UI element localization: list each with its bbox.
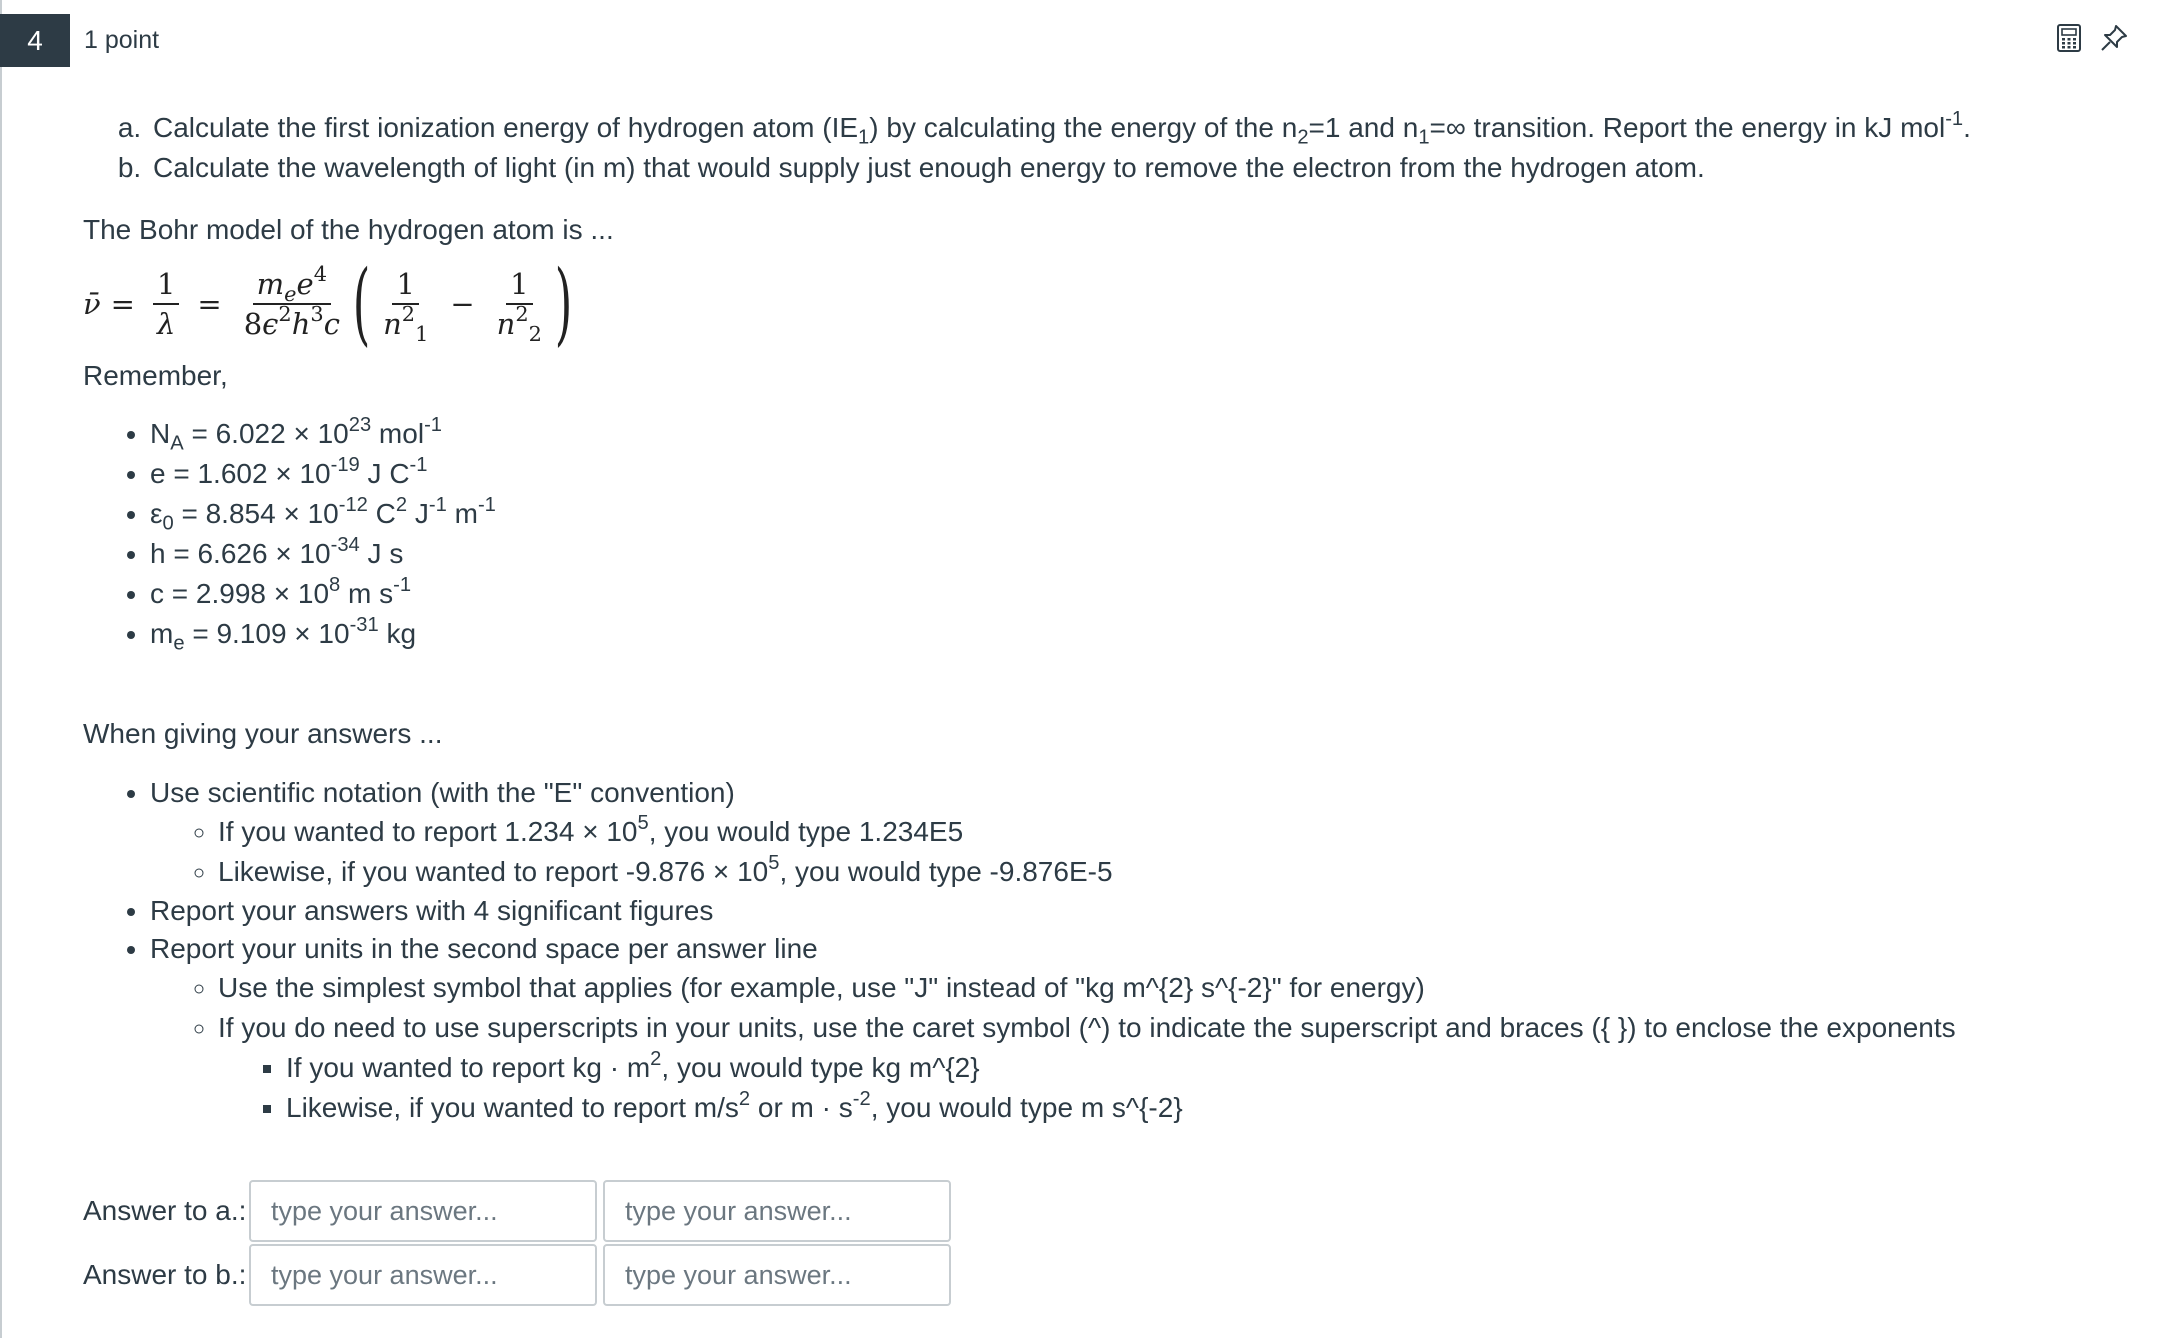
rule-caret-example-1: ▪ If you wanted to report kg · $m^2$, you would type kg m^{2} xyxy=(286,1048,2083,1088)
constant-permittivity: • $\varepsilon_0 = 8.854 \times 10^{-12}$ $C^2$ $J^{-1}$ $m^{-1}$ xyxy=(150,494,2083,534)
rule-sci-example-2: ◦ Likewise, if you wanted to report $-9.876 \times 10^5$, you would type -9.876E-5 xyxy=(218,852,2083,892)
constants-list xyxy=(83,414,2083,654)
answer-row-a xyxy=(83,1180,957,1242)
answer-b-label: Answer to b.: xyxy=(83,1259,247,1290)
answer-a-unit-input[interactable] xyxy=(603,1180,951,1242)
part-b: b. Calculate the wavelength of light (in m) that would supply just enough energy to remove the electron from the hydrogen atom. xyxy=(149,148,2083,188)
rule-units-caret: ◦ If you do need to use superscripts in your units, use the caret symbol (^) to indicate the superscript and braces ({ }) to enclose the exponents ▪ If you wanted to report kg · $m^2$, you would type kg m^{2} ▪ Likewise, if you wanted to report $m/s^2$ or $m \cdot s^{-2}$, you would type m s^{-2} xyxy=(218,1008,2083,1128)
answer-b-unit-input[interactable] xyxy=(603,1244,951,1306)
rule-sig-figs: • Report your answers with 4 significant figures xyxy=(150,892,2083,930)
answer-a-label: Answer to a.: xyxy=(83,1195,247,1226)
calculator-icon[interactable] xyxy=(2049,18,2089,58)
answer-row-b xyxy=(83,1244,957,1306)
constant-planck: • $h = 6.626 \times 10^{-34}$ J s xyxy=(150,534,2083,574)
question-number: 4 xyxy=(0,14,70,67)
answer-b-value-input[interactable] xyxy=(249,1244,597,1306)
rule-scientific-notation: • Use scientific notation (with the "E" convention) ◦ If you wanted to report $1.234 \times 10^5$, you would type 1.234E5 ◦ Likewise, if you wanted to report $-9.876 \times 10^5$, you would type -9.876E-5 xyxy=(150,774,2083,892)
rule-units: • Report your units in the second space per answer line ◦ Use the simplest symbol that applies (for example, use "J" instead of "kg m^{2} s^{-2}" for energy) ◦ If you do need to use superscripts in your units, use the caret symbol (^) to indicate the superscript and braces ({ }) to enclose the exponents ▪ If you wanted to report kg · $m^2$, you would type kg m^{2} ▪ Likewise, if you wanted to report $m/s^2$ or $m \cdot s^{-2}$, you would type m s^{-2} xyxy=(150,930,2083,1128)
answer-instructions-intro: When giving your answers ... xyxy=(83,718,443,749)
bohr-equation: ν̄ = $\frac{1}{\lambda}$ = $\frac{m_ee^4}{8\epsilon^2h^3c}$ ( $\frac{1}{n^2_1}$ − $\frac{1}{n^2_2}$ ) xyxy=(83,251,573,356)
question-parts xyxy=(83,108,2083,188)
rule-sci-example-1: ◦ If you wanted to report $1.234 \times 10^5$, you would type 1.234E5 xyxy=(218,812,2083,852)
constant-avogadro: • $N_A = 6.022 \times 10^{23}$ mol$^{-1}$ xyxy=(150,414,2083,454)
rule-units-simple: ◦ Use the simplest symbol that applies (for example, use "J" instead of "kg m^{2} s^{-2}" for energy) xyxy=(218,968,2083,1008)
remember-label: Remember, xyxy=(83,360,228,391)
bohr-intro: The Bohr model of the hydrogen atom is ... xyxy=(83,214,614,245)
question-points: 1 point xyxy=(84,26,160,54)
rule-caret-example-2: ▪ Likewise, if you wanted to report $m/s^2$ or $m \cdot s^{-2}$, you would type m s^{-2} xyxy=(286,1088,2083,1128)
constant-elementary-charge: • $e = 1.602 \times 10^{-19}$ J $C^{-1}$ xyxy=(150,454,2083,494)
part-a: a. Calculate the first ionization energy of hydrogen atom $(IE_1)$ by calculating the energy of the $n_2=1$ and $n_1=\infty$ transition. Report the energy in kJ mol$^{-1}$. xyxy=(149,108,2083,148)
answer-a-value-input[interactable] xyxy=(249,1180,597,1242)
constant-speed-of-light: • $c = 2.998 \times 10^8$ m $s^{-1}$ xyxy=(150,574,2083,614)
question-body xyxy=(83,108,2083,1128)
pin-icon[interactable] xyxy=(2094,18,2134,58)
constant-electron-mass: • $m_e = 9.109 \times 10^{-31}$ kg xyxy=(150,614,2083,654)
answer-rules-list xyxy=(83,774,2083,1128)
